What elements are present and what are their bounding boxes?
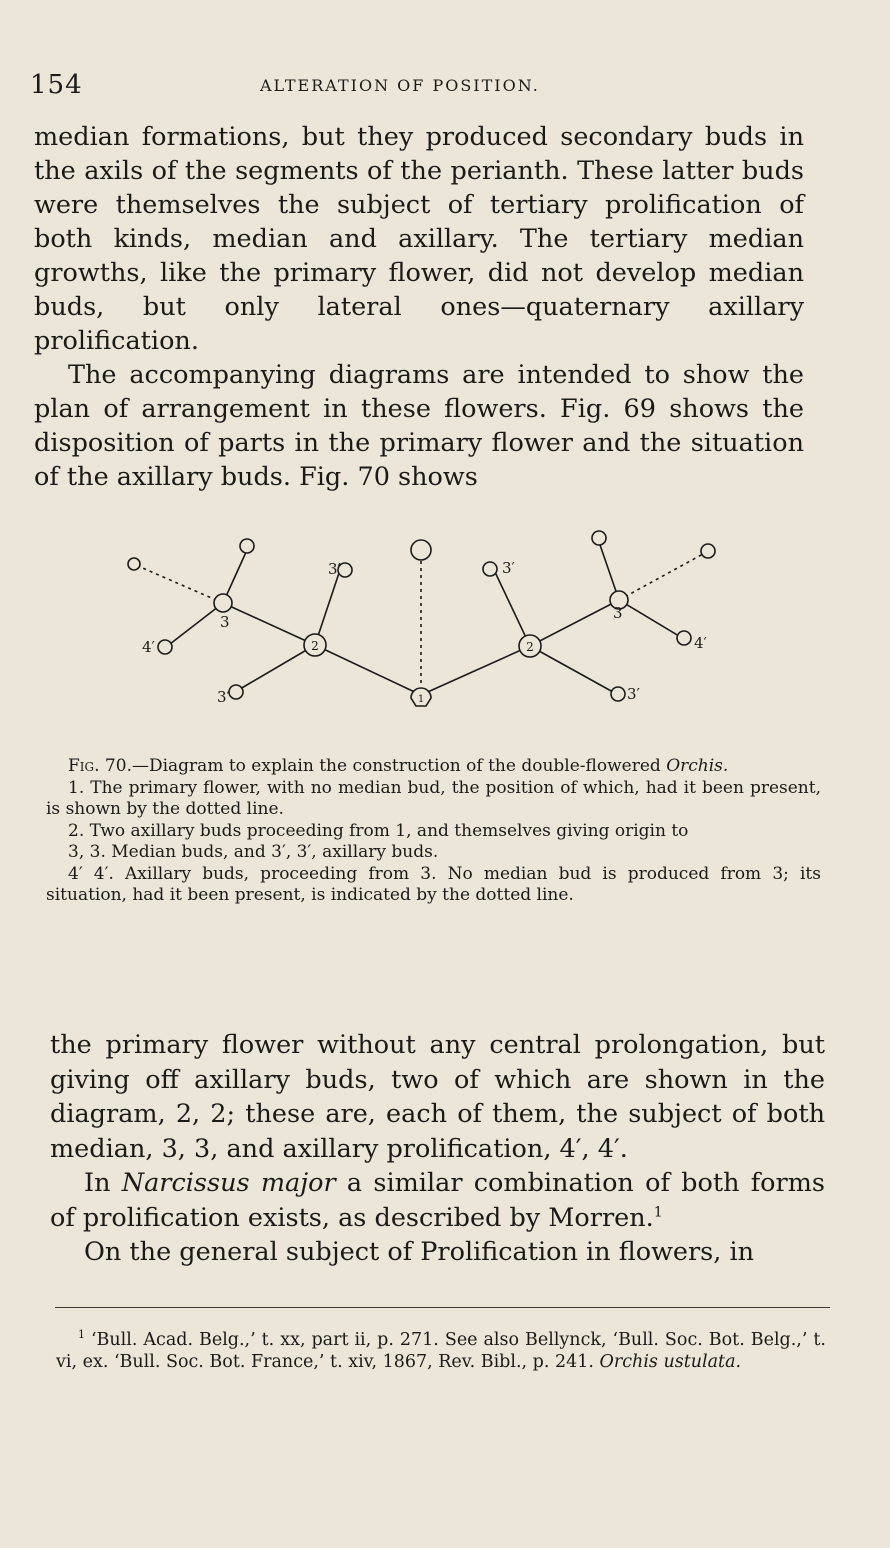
caption-fig-label: Fig. xyxy=(68,756,100,776)
caption-item-2: 2. Two axillary buds proceeding from 1, and themselves giving origin to xyxy=(68,820,689,841)
paragraph-5: On the general subject of Prolification in flowers, in xyxy=(84,1237,755,1267)
label-1: 1 xyxy=(417,694,425,705)
caption-item-4: 4′ 4′. Axillary buds, proceeding from 3. No median bud is produced from 3; its situation, had it been present, is indicated by the dotted line. xyxy=(46,863,821,905)
paragraph-1: median formations, but they produced secondary buds in the axils of the segments of the perianth. These latter buds were themselves the subject of tertiary prolification of both kinds, median and axillary. The tertiary median growths, like the primary flower, did not develop median buds, but only lateral ones—quaternary axillary prolification. xyxy=(34,122,804,356)
paragraph-2: The accompanying diagrams are intended to show the plan of arrangement in these flowers. Fig. 69 shows the disposition of parts in the primary flower and the situation of the axillary buds. Fig. 70 shows xyxy=(34,360,804,492)
body-text-top xyxy=(34,120,804,494)
node-median-right-top xyxy=(592,531,606,545)
dotted-median-right-3 xyxy=(619,554,703,600)
footnote-italic: Orchis ustulata. xyxy=(599,1351,742,1372)
label-2-left: 2 xyxy=(311,639,319,653)
node-dotted-right xyxy=(701,544,715,558)
node-3prime-left-lower xyxy=(229,685,243,699)
footnote-reference[interactable]: 1 xyxy=(653,1204,663,1220)
label-3prime-right-upper: 3′ xyxy=(502,559,515,577)
label-3prime-right-lower: 3′ xyxy=(627,685,640,703)
label-3prime-left-upper: 3′ xyxy=(328,560,341,578)
figure-70-diagram xyxy=(110,520,750,750)
figure-caption xyxy=(46,756,821,907)
branch-2-to-3prime-right-upper xyxy=(495,572,530,646)
node-3-left xyxy=(214,594,232,612)
node-4prime-left xyxy=(158,640,172,654)
label-2-right: 2 xyxy=(526,640,534,654)
running-title: ALTERATION OF POSITION. xyxy=(260,76,540,95)
caption-item-1: 1. The primary flower, with no median bud, the position of which, had it been present, is shown by the dotted line. xyxy=(46,777,821,819)
paragraph-3: the primary flower without any central prolongation, but giving off axillary buds, two of which are shown in the diagram, 2, 2; these are, each of them, the subject of both median, 3, 3, and axillary prolification, 4′, 4′. xyxy=(50,1030,825,1164)
label-3prime-left-lower: 3′ xyxy=(217,688,230,706)
node-3prime-right-lower xyxy=(611,687,625,701)
label-3-left: 3 xyxy=(220,613,230,631)
footnote-rule xyxy=(55,1307,830,1308)
branch-1-to-2-left xyxy=(315,645,421,695)
paragraph-4-end: a similar combination of both forms of prolification exists, as described by Morren. xyxy=(50,1168,825,1233)
node-dotted-left xyxy=(128,558,140,570)
body-text-bottom xyxy=(50,1028,825,1270)
footnote-text: ‘Bull. Acad. Belg.,’ t. xx, part ii, p. 271. See also Bellynck, ‘Bull. Soc. Bot. Belg.,’ t. vi, ex. ‘Bull. Soc. Bot. France,’ t. xiv, 1867, Rev. Bibl., p. 241. xyxy=(56,1329,826,1372)
branch-2-to-3prime-left-lower xyxy=(240,645,315,689)
branch-1-to-2-right xyxy=(421,646,530,695)
dotted-median-left-3 xyxy=(138,566,223,603)
node-3prime-right-upper xyxy=(483,562,497,576)
branch-2-to-3prime-left-upper xyxy=(315,570,340,645)
branch-3-to-4prime-left xyxy=(170,603,223,644)
label-4prime-left: 4′ xyxy=(142,638,155,656)
page-number: 154 xyxy=(30,70,83,100)
paragraph-4-start: In xyxy=(84,1168,122,1198)
paragraph-4 xyxy=(50,1166,825,1235)
branch-2-to-3prime-right-lower xyxy=(530,646,613,692)
node-median-1-dotted xyxy=(411,540,431,560)
branch-2-to-3-left xyxy=(223,603,315,645)
node-4prime-right xyxy=(677,631,691,645)
caption-item-3: 3, 3. Median buds, and 3′, 3′, axillary buds. xyxy=(68,842,439,862)
branch-3-to-4prime-right xyxy=(619,600,679,636)
caption-title xyxy=(46,756,821,778)
label-3-right: 3 xyxy=(613,604,623,622)
branch-2-to-3-right xyxy=(530,600,619,646)
label-4prime-right: 4′ xyxy=(694,634,707,652)
paragraph-4-species: Narcissus major xyxy=(121,1168,336,1198)
caption-fig-italic: Orchis. xyxy=(666,756,729,776)
footnote-marker: 1 xyxy=(78,1328,85,1341)
node-median-left-top xyxy=(240,539,254,553)
page-header xyxy=(30,70,830,110)
caption-fig-rest: 70.—Diagram to explain the construction of the double-flowered xyxy=(99,756,667,776)
footnote xyxy=(56,1324,826,1373)
